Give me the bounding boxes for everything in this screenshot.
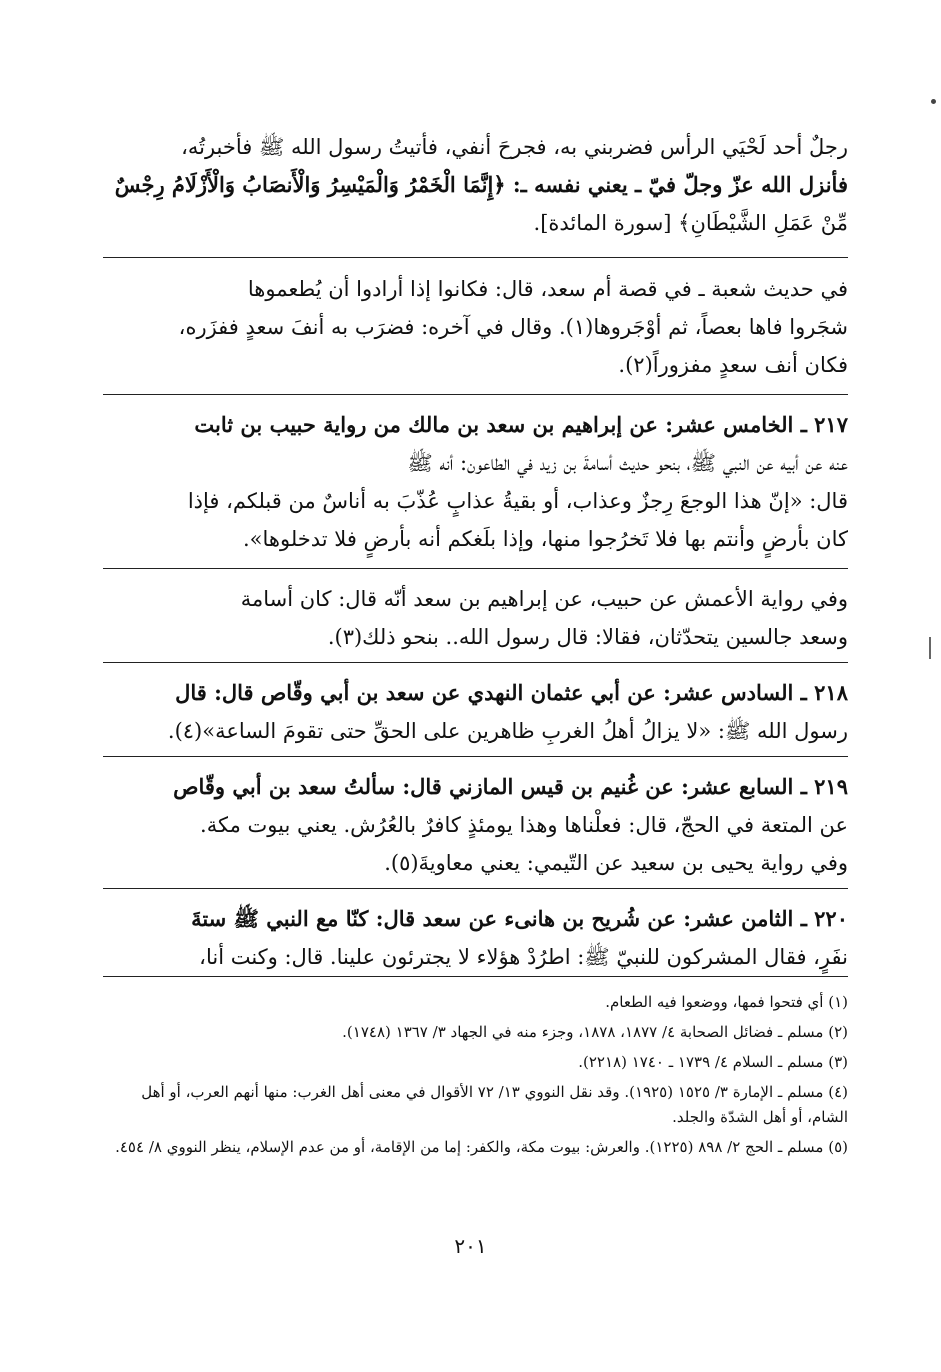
text-line: رجلٌ أحد لَحْيَي الرأس فضربني به، فجرحَ أنفي، فأتيتُ رسول الله ﷺ فأخبرتُه، [181, 135, 848, 159]
divider [103, 568, 848, 569]
paragraph [103, 674, 848, 750]
text-line: ٢١٩ ـ السابع عشر: عن غُنيم بن قيس المازني قال: سألتُ سعد بن أبي وقّاص [173, 774, 848, 799]
divider [103, 662, 848, 663]
footnote: (١) أي فتحوا فمها، ووضعوا فيه الطعام. [605, 993, 848, 1011]
divider [103, 394, 848, 395]
paragraph [103, 580, 848, 656]
text-line: وسعد جالسين يتحدّثان، فقالا: قال رسول الله.. بنحو ذلك(٣). [327, 625, 848, 649]
margin-mark [929, 637, 931, 659]
divider [103, 888, 848, 889]
text-line: كان بأرضٍ وأنتم بها فلا تَخرُجوا منها، وإذا بلَغكم أنه بأرضٍ فلا تدخلوها». [242, 527, 848, 551]
text-line: فأنزل الله عزّ وجلّ فيّ ـ يعني نفسه ـ: ﴿إِنَّمَا الْخَمْرُ وَالْمَيْسِرُ وَالْأَنصَابُ وَالْأَزْلَامُ رِجْسٌ [114, 172, 848, 197]
paragraph [103, 406, 848, 558]
text-line: ٢١٨ ـ السادس عشر: عن أبي عثمان النهدي عن سعد بن أبي وقّاص قال: قال [175, 680, 848, 705]
text-line: ٢١٧ ـ الخامس عشر: عن إبراهيم بن سعد بن مالك من رواية حبيب بن ثابت [194, 412, 848, 437]
paragraph [103, 270, 848, 384]
paragraph [103, 768, 848, 882]
divider [103, 756, 848, 757]
text-line: فكان أنف سعدٍ مفزوراً(٢). [618, 353, 848, 377]
paragraph [103, 900, 848, 977]
text-line: وفي رواية الأعمش عن حبيب، عن إبراهيم بن سعد أنّه قال: كان أسامة [240, 587, 848, 611]
margin-mark [931, 99, 936, 104]
footnote: (٤) مسلم ـ الإمارة ٣/ ١٥٢٥ (١٩٢٥). وقد نقل النووي ١٣/ ٧٢ الأقوال في معنى أهل الغرب: منها أنهم العرب، أو أهل الشام، أو أهل الشدّة والجلد. [141, 1083, 848, 1126]
footnote: (٣) مسلم ـ السلام ٤/ ١٧٣٩ ـ ١٧٤٠ (٢٢١٨). [578, 1053, 848, 1071]
text-line: عن المتعة في الحجّ، قال: فعلْناها وهذا يومئذٍ كافرٌ بالعُرُش. يعني بيوت مكة. [200, 813, 848, 837]
text-line: شجَروا فاها بعصاً، ثم أوْجَروها(١). وقال في آخره: فضرَب به أنفَ سعدٍ ففزَره، [178, 315, 848, 339]
text-line: في حديث شعبة ـ في قصة أم سعد، قال: فكانوا إذا أرادوا أن يُطعموها [247, 277, 848, 301]
text-line: قال: «إنّ هذا الوجعَ رِجزٌ وعذاب، أو بقيةُ عذابٍ عُذّبَ به أناسٌ من قبلكم، فإذا [187, 489, 848, 513]
text-line: مِّنْ عَمَلِ الشَّيْطَانِ﴾ [سورة المائدة]. [533, 211, 848, 235]
text-line: نفَرٍ، فقال المشركون للنبيّ ﷺ: اطرُدْ هؤلاء لا يجترئون علينا. قال: وكنت أنا، [103, 938, 848, 977]
paragraph [103, 128, 848, 242]
text-line: ٢٢٠ ـ الثامن عشر: عن شُريح بن هانىء عن سعد قال: كنّا مع النبي ﷺ ستةَ [191, 906, 848, 931]
footnote: (٢) مسلم ـ فضائل الصحابة ٤/ ١٨٧٧، ١٨٧٨، وجزء منه في الجهاد ٣/ ١٣٦٧ (١٧٤٨). [342, 1023, 848, 1041]
footnote: (٥) مسلم ـ الحج ٢/ ٨٩٨ (١٢٢٥). والعرش: بيوت مكة، والكفر: إما من الإقامة، أو من عدم الإسلام، ينظر النووي ٨/ ٤٥٤. [115, 1138, 848, 1156]
page-number: ٢٠١ [454, 1234, 487, 1258]
text-line: وفي رواية يحيى بن سعيد عن التّيمي: يعني معاويةَ(٥). [384, 851, 848, 875]
footnotes [103, 990, 848, 1165]
text-line: عنه عن أبيه عن النبي ﷺ، بنحو حديث أسامةَ بن زيد في الطاعون: أنه ﷺ [407, 451, 848, 475]
divider [103, 257, 848, 258]
text-line: رسول الله ﷺ: «لا يزالُ أهلُ الغربِ ظاهرين على الحقِّ حتى تقومَ الساعة»(٤). [167, 719, 848, 743]
